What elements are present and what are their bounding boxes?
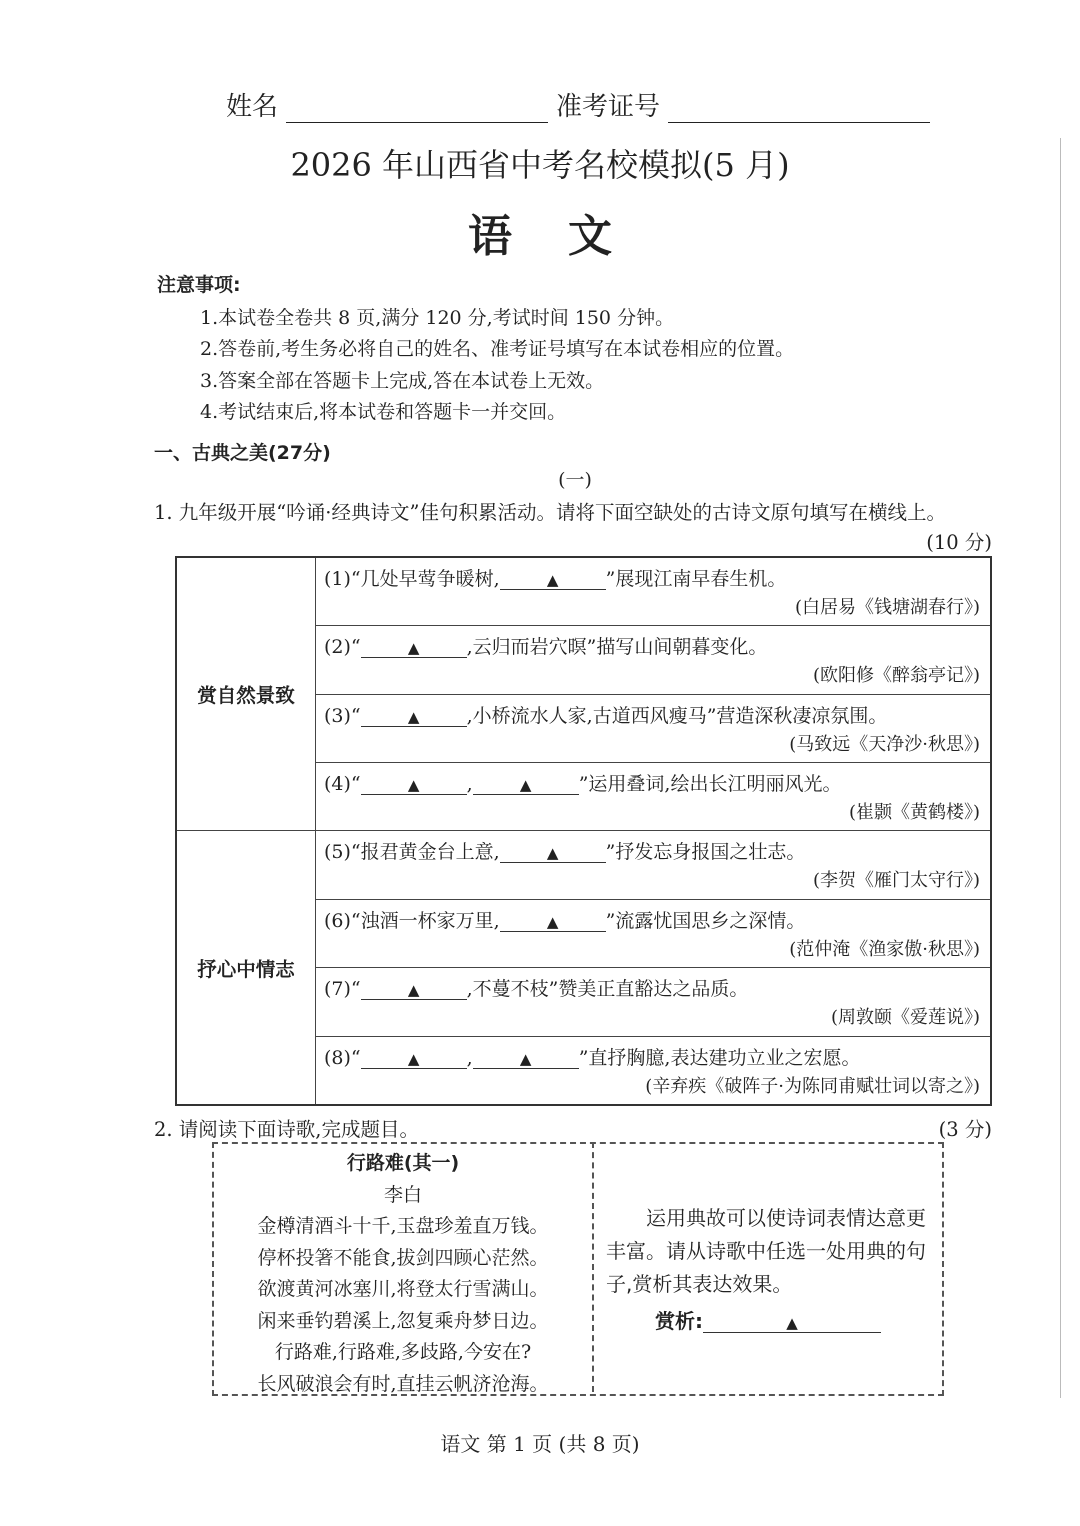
- note-item: 2.答卷前,考生务必将自己的姓名、准考证号填写在本试卷相应的位置。: [200, 338, 795, 360]
- source-citation: (白居易《钱塘湖春行》): [794, 597, 980, 618]
- note-item: 4.考试结束后,将本试卷和答题卡一并交回。: [200, 401, 567, 423]
- fill-prefix: (4)“: [324, 773, 361, 796]
- poem-column: [214, 1148, 592, 1400]
- fill-marker: ▲: [546, 912, 559, 931]
- fill-item: [316, 626, 992, 694]
- fill-item-text: [316, 1037, 990, 1070]
- table-row: [176, 557, 991, 626]
- fill-separator: ,: [466, 773, 473, 796]
- fill-blank[interactable]: [361, 1050, 467, 1069]
- fill-prefix: (7)“: [324, 978, 361, 1001]
- question-2-score: (3 分): [938, 1118, 992, 1141]
- note-item: 3.答案全部在答题卡上完成,答在本试卷上无效。: [200, 370, 605, 392]
- fill-prefix: (5)“报君黄金台上意,: [324, 841, 500, 864]
- fill-marker: ▲: [407, 776, 420, 795]
- fill-item: [316, 557, 992, 626]
- poem-line: 行路难,行路难,多歧路,今安在?: [274, 1341, 532, 1363]
- category-label: 抒心中情志: [176, 831, 316, 1105]
- page-edge-line: [1060, 138, 1061, 1398]
- fill-blank[interactable]: [361, 776, 467, 795]
- fill-marker: ▲: [519, 776, 532, 795]
- fill-item: [316, 1036, 992, 1105]
- source-citation: (马致远《天净沙·秋思》): [789, 733, 980, 755]
- exam-id-label: 准考证号: [556, 92, 661, 122]
- question-2-task: 运用典故可以使诗词表情达意更丰富。请从诗歌中任选一处用典的句子,赏析其表达效果。: [606, 1206, 926, 1296]
- fill-prefix: (8)“: [324, 1046, 361, 1069]
- fill-prefix: (3)“: [324, 704, 361, 727]
- note-item: 1.本试卷全卷共 8 页,满分 120 分,考试时间 150 分钟。: [200, 307, 675, 329]
- exam-title: 2026 年山西省中考名校模拟(5 月): [290, 146, 790, 184]
- fill-item-text: [316, 695, 990, 728]
- fill-marker: ▲: [407, 1049, 420, 1068]
- fill-blank[interactable]: [361, 981, 467, 1000]
- fill-marker: ▲: [546, 571, 559, 589]
- fill-item-text: [316, 558, 990, 591]
- fill-in-table: [175, 556, 992, 1106]
- fill-item-text: [316, 626, 990, 659]
- subject-title: 语文: [468, 211, 668, 262]
- fill-blank[interactable]: [361, 639, 467, 658]
- fill-suffix: ,小桥流水人家,古道西风瘦马”营造深秋凄凉氛围。: [466, 704, 888, 727]
- fill-item: [316, 968, 992, 1036]
- poem-line: 长风破浪会有时,直挂云帆济沧海。: [257, 1372, 549, 1395]
- fill-blank[interactable]: [500, 844, 606, 863]
- fill-item: [316, 899, 992, 967]
- fill-marker: ▲: [786, 1314, 798, 1332]
- fill-blank[interactable]: [361, 708, 467, 727]
- fill-suffix: ”运用叠词,绘出长江明丽风光。: [578, 773, 842, 796]
- source-citation: (范仲淹《渔家傲·秋思》): [789, 938, 980, 960]
- answer-line: [655, 1305, 881, 1334]
- fill-suffix: ,云归而岩穴暝”描写山间朝暮变化。: [466, 636, 768, 659]
- fill-marker: ▲: [519, 1049, 532, 1068]
- fill-item-text: [316, 900, 990, 933]
- fill-item: [316, 831, 992, 899]
- fill-marker: ▲: [546, 844, 559, 863]
- fill-prefix: (6)“浊酒一杯家万里,: [324, 909, 500, 932]
- poem-box-divider: [592, 1142, 594, 1392]
- poem-line: 停杯投箸不能食,拔剑四顾心茫然。: [257, 1246, 549, 1269]
- fill-prefix: (1)“几处早莺争暖树,: [324, 568, 500, 590]
- fill-prefix: (2)“: [324, 636, 361, 659]
- page-footer: 语文 第 1 页 (共 8 页): [440, 1432, 640, 1456]
- fill-marker: ▲: [407, 981, 420, 1000]
- student-info-line: [226, 86, 938, 123]
- fill-item-text: [316, 831, 990, 864]
- fill-suffix: ”抒发忘身报国之壮志。: [605, 841, 806, 864]
- notes-title: 注意事项:: [157, 274, 241, 296]
- fill-item: [316, 763, 992, 831]
- part-label: (一): [558, 469, 592, 491]
- fill-separator: ,: [466, 1046, 473, 1069]
- poem-author: 李白: [383, 1183, 422, 1206]
- fill-blank[interactable]: [500, 571, 606, 590]
- question-1-text: 1. 九年级开展“吟诵·经典诗文”佳句积累活动。请将下面空缺处的古诗文原句填写在横线上。: [154, 501, 946, 524]
- fill-item-text: [316, 968, 990, 1001]
- question-1-score: (10 分): [926, 531, 992, 554]
- fill-item-text: [316, 763, 990, 796]
- fill-blank[interactable]: [500, 913, 606, 932]
- fill-suffix: ,不蔓不枝”赞美正直豁达之品质。: [466, 978, 749, 1001]
- source-citation: (辛弃疾《破阵子·为陈同甫赋壮词以寄之》): [645, 1075, 980, 1097]
- fill-suffix: ”流露忧国思乡之深情。: [605, 909, 806, 932]
- source-citation: (李贺《雁门太守行》): [812, 870, 980, 892]
- poem-line: 金樽清酒斗十千,玉盘珍羞直万钱。: [257, 1215, 549, 1237]
- fill-blank[interactable]: [473, 1050, 579, 1069]
- source-citation: (崔颢《黄鹤楼》): [848, 802, 980, 824]
- answer-blank[interactable]: [703, 1314, 881, 1333]
- fill-blank[interactable]: [473, 776, 579, 795]
- category-label: 赏自然景致: [176, 557, 316, 831]
- fill-marker: ▲: [407, 639, 420, 658]
- table-row: [176, 831, 991, 899]
- poem-line: 闲来垂钓碧溪上,忽复乘舟梦日边。: [257, 1309, 549, 1332]
- source-citation: (欧阳修《醉翁亭记》): [812, 665, 980, 687]
- section-title: 一、古典之美(27分): [154, 442, 331, 464]
- fill-marker: ▲: [407, 707, 420, 726]
- name-blank[interactable]: [286, 94, 548, 123]
- poem-title: 行路难(其一): [346, 1152, 460, 1174]
- poem-line: 欲渡黄河冰塞川,将登太行雪满山。: [257, 1278, 549, 1300]
- exam-id-blank[interactable]: [668, 94, 930, 123]
- name-label: 姓名: [226, 92, 279, 122]
- source-citation: (周敦颐《爱莲说》): [830, 1007, 980, 1029]
- answer-label: 赏析:: [655, 1309, 703, 1333]
- question-2-text: 2. 请阅读下面诗歌,完成题目。: [154, 1118, 420, 1141]
- fill-suffix: ”直抒胸臆,表达建功立业之宏愿。: [578, 1046, 861, 1069]
- fill-item: [316, 694, 992, 762]
- fill-suffix: ”展现江南早春生机。: [605, 568, 787, 590]
